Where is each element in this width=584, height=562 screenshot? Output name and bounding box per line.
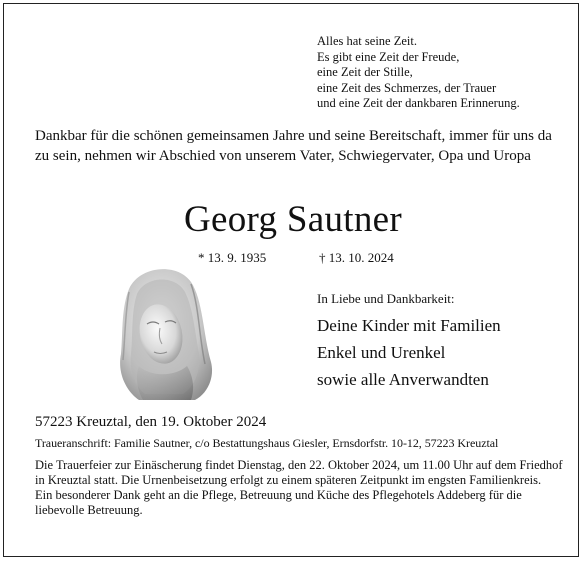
madonna-portrait-image — [99, 254, 224, 404]
thanks-paragraph: Ein besonderer Dank geht an die Pflege, Betreuung und Küche des Pflegehotels Addeberg für die liebevolle Betreuung. — [35, 488, 522, 517]
place-date: 57223 Kreuztal, den 19. Oktober 2024 — [35, 414, 267, 430]
poem-line: eine Zeit der Stille, — [317, 65, 413, 80]
family-list — [317, 312, 501, 393]
poem-line: eine Zeit des Schmerzes, der Trauer — [317, 80, 497, 95]
poem-line: Alles hat seine Zeit. — [317, 34, 417, 48]
funeral-notice-paragraph: Die Trauerfeier zur Einäscherung findet Dienstag, den 22. Oktober 2024, um 11.00 Uhr auf dem Friedhof in Kreuztal statt. Die Urnenbeisetzung erfolgt zu einem späteren Zeitpunkt im engsten Familienkreis. — [35, 458, 563, 487]
mourning-address: Traueranschrift: Familie Sautner, c/o Bestattungshaus Giesler, Ernsdorfstr. 10-12, 57223 Kreuztal — [35, 436, 499, 450]
poem-line: und eine Zeit der dankbaren Erinnerung. — [317, 96, 520, 111]
funeral-notice — [35, 458, 570, 518]
birth-date: * 13. 9. 1935 — [198, 250, 267, 265]
death-date: † 13. 10. 2024 — [319, 250, 394, 265]
poem-line: Es gibt eine Zeit der Freude, — [317, 49, 460, 64]
family-line: sowie alle Anverwandten — [317, 370, 489, 389]
family-line: Enkel und Urenkel — [317, 343, 446, 362]
intro-text: Dankbar für die schönen gemeinsamen Jahre und seine Bereitschaft, immer für uns da zu sein, nehmen wir Abschied von unserem Vater, Schwiegervater, Opa und Uropa — [35, 128, 552, 164]
deceased-name: Georg Sautner — [184, 199, 402, 240]
poem — [317, 34, 520, 112]
obituary-card — [3, 3, 579, 557]
family-line: Deine Kinder mit Familien — [317, 316, 501, 335]
love-line: In Liebe und Dankbarkeit: — [317, 291, 455, 306]
